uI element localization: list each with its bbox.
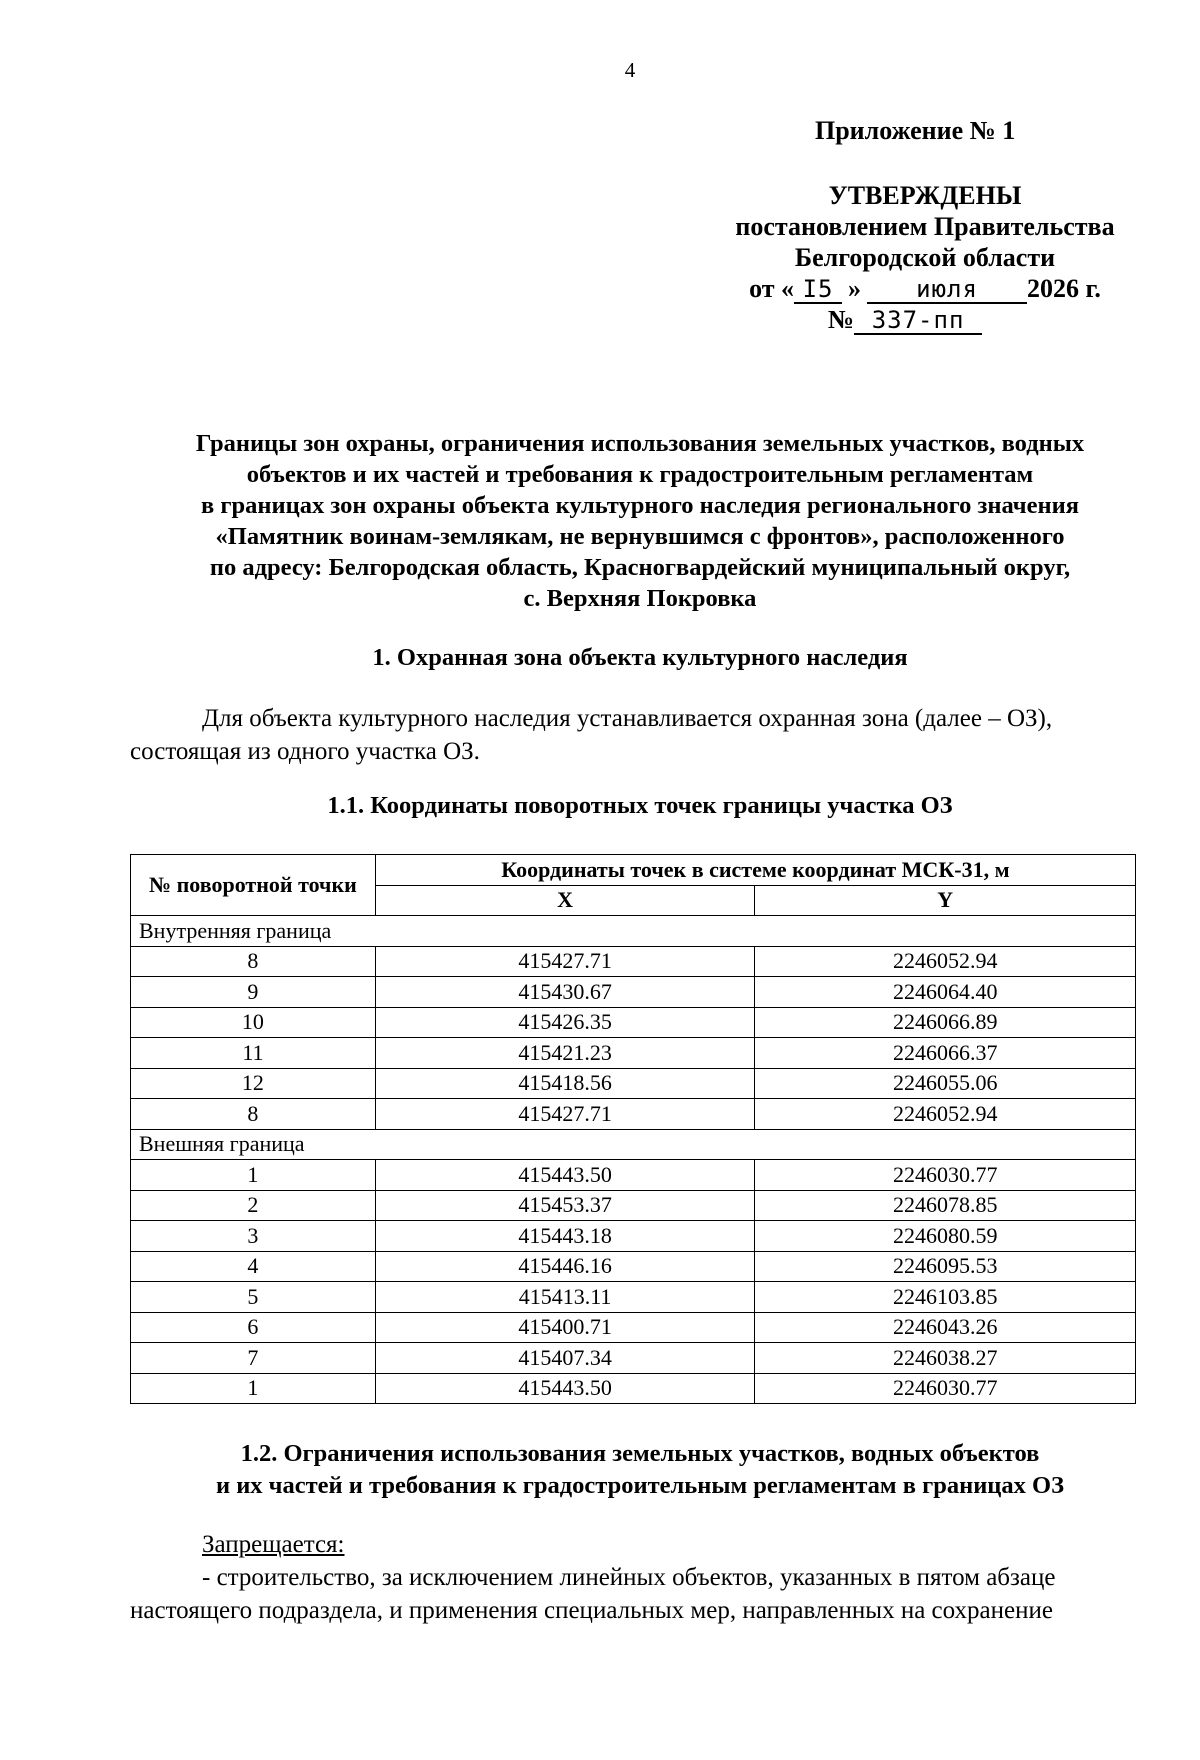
cell-point: 6 xyxy=(131,1312,376,1343)
cell-y: 2246103.85 xyxy=(755,1282,1136,1313)
document-title xyxy=(120,428,1160,614)
cell-point: 10 xyxy=(131,1007,376,1038)
outer-boundary-label: Внешняя граница xyxy=(131,1129,1136,1160)
cell-y: 2246066.89 xyxy=(755,1007,1136,1038)
table-row xyxy=(131,1373,1136,1404)
cell-x: 415421.23 xyxy=(375,1038,755,1069)
cell-point: 1 xyxy=(131,1160,376,1191)
table-row xyxy=(131,1099,1136,1130)
paragraph-line-2: состоящая из одного участка ОЗ. xyxy=(130,738,480,765)
coordinates-table xyxy=(130,854,1136,1404)
subsection-heading-line-1: 1.2. Ограничения использования земельных участков, водных объектов xyxy=(240,1440,1040,1467)
inner-boundary-label: Внутренняя граница xyxy=(131,916,1136,947)
cell-point: 12 xyxy=(131,1068,376,1099)
cell-x: 415407.34 xyxy=(375,1343,755,1374)
cell-point: 8 xyxy=(131,1099,376,1130)
cell-x: 415418.56 xyxy=(375,1068,755,1099)
cell-x: 415426.35 xyxy=(375,1007,755,1038)
date-mid: » xyxy=(848,274,862,303)
cell-y: 2246030.77 xyxy=(755,1160,1136,1191)
cell-y: 2246055.06 xyxy=(755,1068,1136,1099)
table-row xyxy=(131,1221,1136,1252)
cell-y: 2246064.40 xyxy=(755,977,1136,1008)
approval-date-line xyxy=(700,273,1150,304)
table-row xyxy=(131,1343,1136,1374)
forbidden-label: Запрещается: xyxy=(202,1531,345,1558)
cell-y: 2246066.37 xyxy=(755,1038,1136,1069)
cell-x: 415443.50 xyxy=(375,1160,755,1191)
cell-x: 415400.71 xyxy=(375,1312,755,1343)
approval-line-2: Белгородской области xyxy=(794,243,1056,272)
cell-y: 2246038.27 xyxy=(755,1343,1136,1374)
cell-x: 415443.50 xyxy=(375,1373,755,1404)
cell-point: 9 xyxy=(131,977,376,1008)
table-row xyxy=(131,1251,1136,1282)
cell-x: 415430.67 xyxy=(375,977,755,1008)
table-row xyxy=(131,1282,1136,1313)
date-prefix: от « xyxy=(749,274,795,303)
table-row xyxy=(131,1312,1136,1343)
title-line: с. Верхняя Покровка xyxy=(523,585,757,612)
title-line: Границы зон охраны, ограничения использования земельных участков, водных xyxy=(195,430,1085,457)
date-day: I5 xyxy=(794,276,842,304)
header-y: Y xyxy=(755,885,1136,916)
cell-point: 2 xyxy=(131,1190,376,1221)
cell-point: 3 xyxy=(131,1221,376,1252)
page-number: 4 xyxy=(624,58,636,82)
title-line: «Памятник воинам-землякам, не вернувшимся с фронтов», расположенного xyxy=(215,523,1065,550)
paragraph-line-1: Для объекта культурного наследия устанавливается охранная зона (далее – ОЗ), xyxy=(202,705,1053,732)
restrictions-text xyxy=(130,1528,1142,1627)
subsection-heading xyxy=(120,1438,1160,1502)
cell-point: 8 xyxy=(131,946,376,977)
cell-x: 415443.18 xyxy=(375,1221,755,1252)
section-1-paragraph xyxy=(130,702,1140,768)
date-year: 2026 г. xyxy=(1027,274,1101,303)
cell-point: 11 xyxy=(131,1038,376,1069)
section-1-heading: 1. Охранная зона объекта культурного наследия xyxy=(372,644,908,671)
cell-y: 2246052.94 xyxy=(755,1099,1136,1130)
cell-y: 2246078.85 xyxy=(755,1190,1136,1221)
bullet-line-2: настоящего подраздела, и применения специальных мер, направленных на сохранение xyxy=(130,1597,1053,1624)
cell-x: 415446.16 xyxy=(375,1251,755,1282)
table-row xyxy=(131,1038,1136,1069)
title-line: в границах зон охраны объекта культурного наследия регионального значения xyxy=(201,492,1079,519)
table-row xyxy=(131,1190,1136,1221)
table-row xyxy=(131,946,1136,977)
cell-point: 5 xyxy=(131,1282,376,1313)
approval-block xyxy=(700,180,1150,335)
cell-point: 7 xyxy=(131,1343,376,1374)
cell-x: 415427.71 xyxy=(375,1099,755,1130)
cell-y: 2246095.53 xyxy=(755,1251,1136,1282)
number-prefix: № xyxy=(827,305,855,334)
cell-x: 415413.11 xyxy=(375,1282,755,1313)
bullet-line-1: - строительство, за исключением линейных объектов, указанных в пятом абзаце xyxy=(202,1564,1056,1591)
cell-x: 415427.71 xyxy=(375,946,755,977)
appendix-label: Приложение № 1 xyxy=(815,116,1016,145)
cell-y: 2246030.77 xyxy=(755,1373,1136,1404)
table-row xyxy=(131,977,1136,1008)
title-line: по адресу: Белгородская область, Красногвардейский муниципальный округ, xyxy=(209,554,1071,581)
title-line: объектов и их частей и требования к градостроительным регламентам xyxy=(246,461,1034,488)
header-coordinates: Координаты точек в системе координат МСК-31, м xyxy=(375,855,1135,886)
approval-heading: УТВЕРЖДЕНЫ xyxy=(828,181,1022,210)
header-point-number: № поворотной точки xyxy=(131,855,376,916)
date-month: июля xyxy=(867,276,1027,304)
cell-y: 2246043.26 xyxy=(755,1312,1136,1343)
approval-line-1: постановлением Правительства xyxy=(735,212,1115,241)
cell-point: 1 xyxy=(131,1373,376,1404)
cell-x: 415453.37 xyxy=(375,1190,755,1221)
table-row xyxy=(131,1007,1136,1038)
subsection-heading-line-2: и их частей и требования к градостроительным регламентам в границах ОЗ xyxy=(215,1472,1065,1499)
approval-number-line xyxy=(660,304,1150,335)
table-heading: 1.1. Координаты поворотных точек границы участка ОЗ xyxy=(327,792,953,819)
table-row xyxy=(131,1068,1136,1099)
table-row xyxy=(131,1160,1136,1191)
cell-y: 2246052.94 xyxy=(755,946,1136,977)
header-x: X xyxy=(375,885,755,916)
approval-number: 337-пп xyxy=(854,307,982,335)
coordinates-body xyxy=(131,916,1136,1404)
cell-point: 4 xyxy=(131,1251,376,1282)
cell-y: 2246080.59 xyxy=(755,1221,1136,1252)
